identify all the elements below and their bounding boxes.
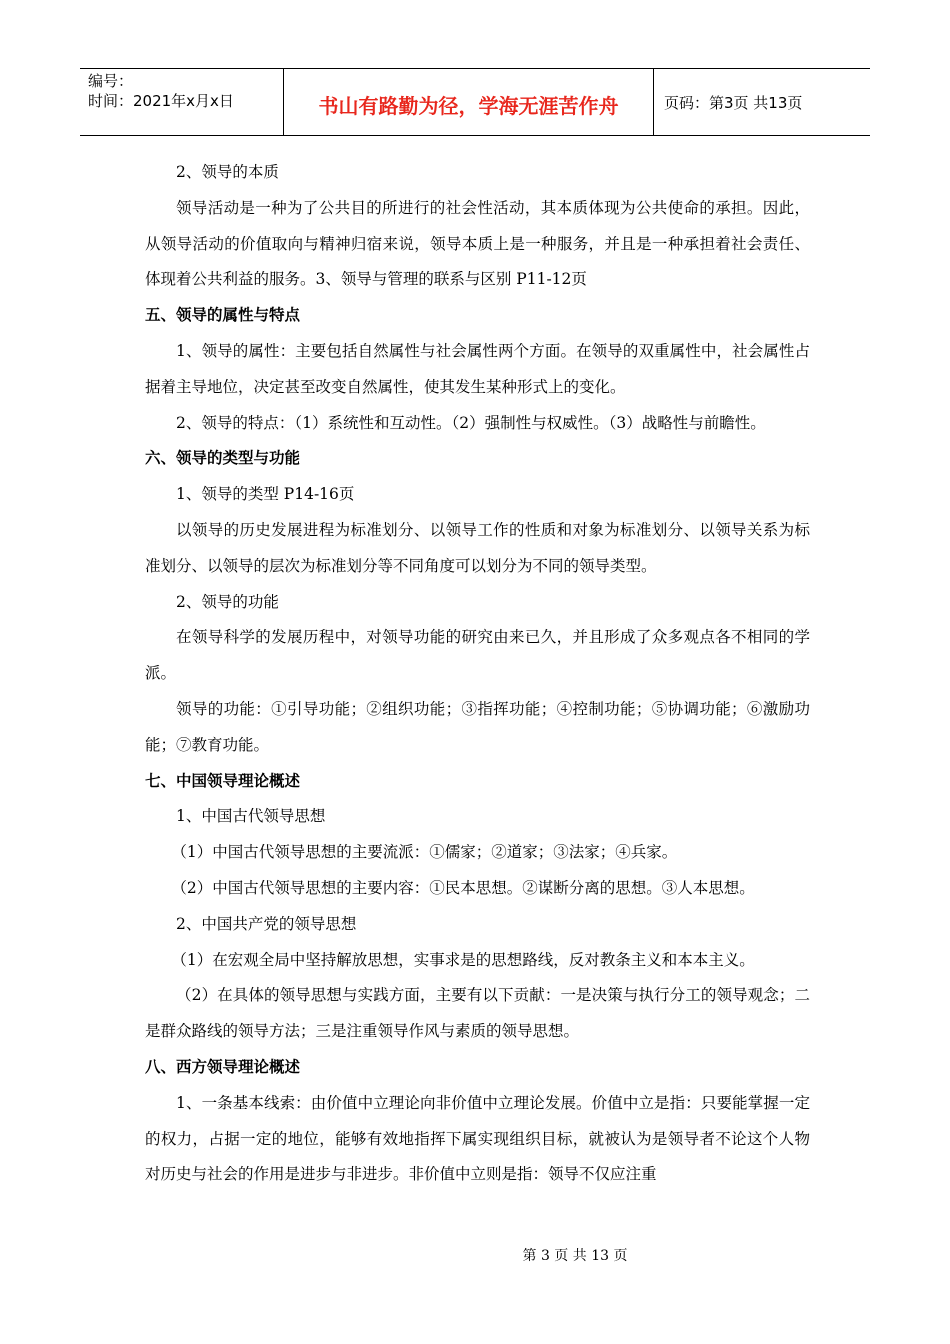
section-heading: 七、中国领导理论概述 xyxy=(145,771,301,790)
paragraph: （1）在宏观全局中坚持解放思想，实事求是的思想路线，反对教条主义和本本主义。 xyxy=(171,950,755,969)
paragraph: （2）在具体的领导思想与实践方面，主要有以下贡献：一是决策与执行分工的领导观念；二是群众路线的领导方法；三是注重领导作风与素质的领导思想。 xyxy=(145,986,810,1041)
paragraph: 领导的功能：①引导功能；②组织功能；③指挥功能；④控制功能；⑤协调功能；⑥激励功能；⑦教育功能。 xyxy=(145,699,810,754)
header-page-info: 页码：第3页 共13页 xyxy=(664,93,803,112)
document-body xyxy=(145,155,810,1193)
paragraph: 在领导科学的发展历程中，对领导功能的研究由来已久，并且形成了众多观点各不相同的学派。 xyxy=(145,628,810,683)
paragraph: 2、领导的特点：（1）系统性和互动性。（2）强制性与权威性。（3）战略性与前瞻性。 xyxy=(176,413,766,432)
page-footer xyxy=(0,1245,950,1265)
paragraph: 1、一条基本线索：由价值中立理论向非价值中立理论发展。价值中立是指：只要能掌握一定的权力，占据一定的地位，能够有效地指挥下属实现组织目标，就被认为是领导者不论这个人物对历史与社会的作用是进步与非进步。非价值中立则是指：领导不仅应注重 xyxy=(145,1093,810,1184)
paragraph: 以领导的历史发展进程为标准划分、以领导工作的性质和对象为标准划分、以领导关系为标准划分、以领导的层次为标准划分等不同角度可以划分为不同的领导类型。 xyxy=(145,520,810,575)
paragraph: 1、领导的属性：主要包括自然属性与社会属性两个方面。在领导的双重属性中，社会属性占据着主导地位，决定甚至改变自然属性，使其发生某种形式上的变化。 xyxy=(145,341,810,396)
paragraph: 1、中国古代领导思想 xyxy=(176,807,326,826)
paragraph: 1、领导的类型 P14-16页 xyxy=(176,485,355,504)
paragraph: 领导活动是一种为了公共目的所进行的社会性活动，其本质体现为公共使命的承担。因此，从领导活动的价值取向与精神归宿来说，领导本质上是一种服务，并且是一种承担着社会责任、体现着公共利益的服务。3、领导与管理的联系与区别 P11-12页 xyxy=(145,198,810,289)
section-heading: 六、领导的类型与功能 xyxy=(145,449,301,468)
header-motto: 书山有路勤为径，学海无涯苦作舟 xyxy=(283,69,654,135)
paragraph: 2、领导的本质 xyxy=(176,163,279,181)
section-heading: 五、领导的属性与特点 xyxy=(145,306,301,325)
section-heading: 八、西方领导理论概述 xyxy=(145,1057,301,1076)
footer-page-number: 第 3 页 共 13 页 xyxy=(522,1248,628,1264)
paragraph: （1）中国古代领导思想的主要流派：①儒家；②道家；③法家；④兵家。 xyxy=(171,843,678,862)
time-label: 时间：2021年x月x日 xyxy=(88,92,234,110)
paragraph: （2）中国古代领导思想的主要内容：①民本思想。②谋断分离的思想。③人本思想。 xyxy=(171,878,755,897)
header-meta xyxy=(80,69,283,135)
page-header xyxy=(80,68,870,136)
paragraph: 2、领导的功能 xyxy=(176,592,279,611)
paragraph: 2、中国共产党的领导思想 xyxy=(176,914,357,933)
code-label: 编号： xyxy=(88,72,134,90)
